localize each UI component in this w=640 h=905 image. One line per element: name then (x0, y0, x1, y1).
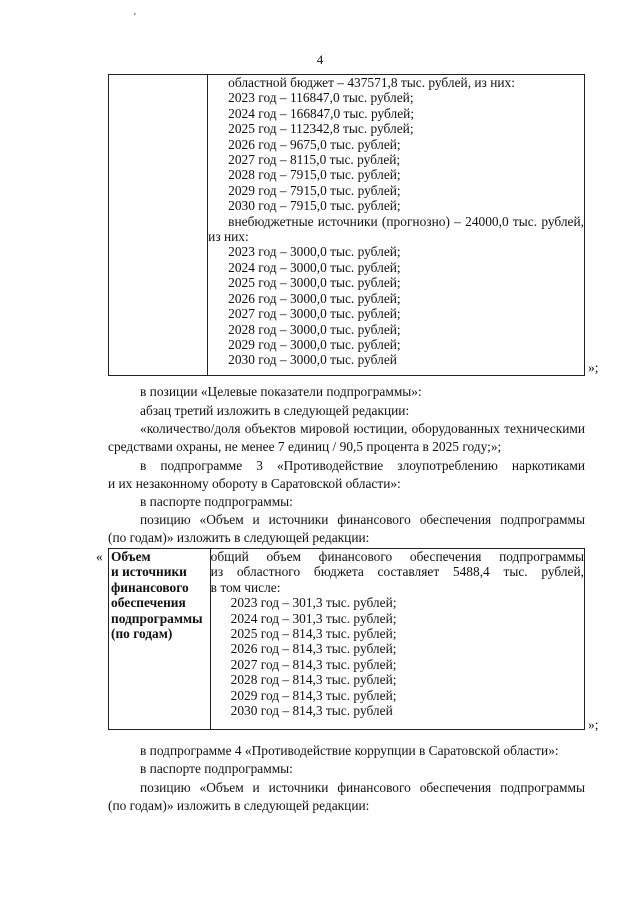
paragraph-quote-line2: средствами охраны, не менее 7 единиц / 90,5 процента в 2025 году;»; (108, 439, 502, 454)
table2-year-line: 2024 год – 301,3 тыс. рублей; (230, 610, 397, 626)
table2-right-cell (210, 549, 584, 730)
table1-line: 2025 год – 3000,0 тыс. рублей; (228, 275, 401, 291)
table1-line: 2025 год – 112342,8 тыс. рублей; (228, 121, 414, 137)
paragraph-position2-line2: (по годам)» изложить в следующей редакции: (108, 798, 370, 813)
table2-year-line: 2028 год – 814,3 тыс. рублей; (230, 672, 397, 688)
table1-line: 2026 год – 9675,0 тыс. рублей; (228, 136, 401, 152)
table1-line: 2024 год – 3000,0 тыс. рублей; (228, 259, 401, 275)
financing-table-1 (108, 74, 585, 376)
table1-line: 2028 год – 3000,0 тыс. рублей; (228, 321, 401, 337)
paragraph-position-line1: позицию «Объем и источники финансового обеспечения подпрограммы (140, 512, 585, 527)
table1-line: 2028 год – 7915,0 тыс. рублей; (228, 167, 401, 183)
table1-line: 2030 год – 3000,0 тыс. рублей (228, 352, 397, 368)
table2-left-line: (по годам) (111, 626, 173, 642)
paragraph-position2-line1: позицию «Объем и источники финансового обеспечения подпрограммы (140, 780, 585, 795)
table2-left-line: подпрограммы (111, 610, 203, 626)
table1-line: 2029 год – 3000,0 тыс. рублей; (228, 336, 401, 352)
financing-table-2 (108, 548, 585, 730)
table2-year-line: 2025 год – 814,3 тыс. рублей; (230, 626, 397, 642)
table2-left-cell (109, 549, 211, 730)
table2-closing-mark: »; (588, 717, 599, 732)
table2-right-lines (211, 549, 584, 718)
table1-line: 2027 год – 8115,0 тыс. рублей; (228, 152, 401, 168)
paragraph-subprogram4: в подпрограмме 4 «Противодействие коррупции в Саратовской области»: (140, 743, 559, 758)
table1-line: внебюджетные источники (прогнозно) – 24000,0 тыс. рублей, (228, 213, 584, 229)
table1-line: 2026 год – 3000,0 тыс. рублей; (228, 290, 401, 306)
table2-left-line: Объем (111, 549, 151, 564)
paragraph-quote-line1: «количество/доля объектов мировой юстиции, оборудованных техническими (140, 421, 585, 436)
table1-line: 2027 год – 3000,0 тыс. рублей; (228, 306, 401, 322)
table1-line: областной бюджет – 437571,8 тыс. рублей, из них: (228, 75, 515, 90)
paragraph-passport-2: в паспорте подпрограммы: (140, 761, 293, 776)
table1-line: 2024 год – 166847,0 тыс. рублей; (228, 105, 415, 121)
paragraph-passport: в паспорте подпрограммы: (140, 494, 293, 509)
table2-year-line: 2027 год – 814,3 тыс. рублей; (230, 656, 397, 672)
table1-left-cell (109, 75, 208, 376)
table1-line: из них: (208, 229, 249, 245)
table2-left-line: обеспечения (111, 595, 186, 611)
table2-left-lines (109, 549, 210, 641)
page-number: 4 (316, 52, 324, 67)
table2-year-line: 2023 год – 301,3 тыс. рублей; (230, 595, 397, 611)
table1-line: 2030 год – 7915,0 тыс. рублей; (228, 198, 401, 214)
paragraph-subprogram3-line2: и их незаконному обороту в Саратовской области»: (108, 476, 401, 491)
table2-year-line: 2030 год – 814,3 тыс. рублей (230, 703, 393, 719)
paragraph-position-line2: (по годам)» изложить в следующей редакции: (108, 530, 370, 545)
table2-opening-mark: « (96, 549, 103, 564)
table2-left-line: финансового (111, 579, 189, 595)
table1-line: 2023 год – 3000,0 тыс. рублей; (228, 244, 401, 260)
paragraph-target-indicators: в позиции «Целевые показатели подпрограммы»: (140, 384, 422, 399)
table1-line: 2023 год – 116847,0 тыс. рублей; (228, 90, 414, 106)
scan-mark: ' (134, 12, 136, 23)
table1-lines (208, 75, 584, 368)
table2-left-line: и источники (111, 564, 187, 580)
paragraph-third-abzac: абзац третий изложить в следующей редакции: (140, 403, 410, 418)
table1-right-cell (208, 75, 585, 376)
table2-year-line: 2026 год – 814,3 тыс. рублей; (230, 641, 397, 657)
table2-intro-line: в том числе: (210, 579, 281, 595)
table2-intro-line: из областного бюджета составляет 5488,4 тыс. рублей, (210, 564, 584, 580)
table2-year-line: 2029 год – 814,3 тыс. рублей; (230, 687, 397, 703)
table1-closing-mark: »; (588, 360, 599, 375)
table1-line: 2029 год – 7915,0 тыс. рублей; (228, 182, 401, 198)
table2-intro-line: общий объем финансового обеспечения подпрограммы (210, 549, 584, 564)
paragraph-subprogram3-line1: в подпрограмме 3 «Противодействие злоупотреблению наркотиками (140, 458, 585, 473)
